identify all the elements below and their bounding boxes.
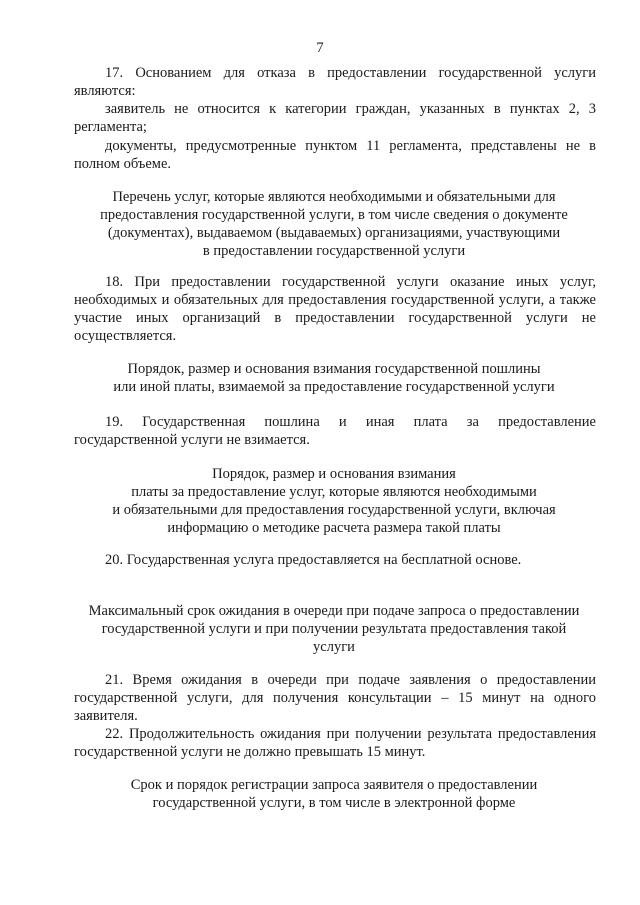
paragraph-22-line: 22. Продолжительность ожидания при получении результата предоставления xyxy=(105,726,596,742)
section-heading-line: информацию о методике расчета размера такой платы xyxy=(167,520,501,536)
paragraph-17-line: регламента; xyxy=(74,119,147,135)
paragraph-18-line: 18. При предоставлении государственной услуги оказание иных услуг, xyxy=(105,274,596,290)
section-heading-line: государственной услуги, в том числе в электронной форме xyxy=(152,795,516,811)
section-heading-line: Порядок, размер и основания взимания xyxy=(212,466,456,482)
paragraph-19-line: 19. Государственная пошлина и иная плата за предоставление xyxy=(105,414,596,430)
paragraph-22-line: государственной услуги не должно превышать 15 минут. xyxy=(74,744,426,760)
page-number: 7 xyxy=(316,40,324,56)
paragraph-21-line: заявителя. xyxy=(74,708,138,724)
paragraph-17-line: документы, предусмотренные пунктом 11 регламента, представлены не в xyxy=(105,138,596,154)
paragraph-18-line: необходимых и обязательных для предоставления государственной услуги, а также xyxy=(74,292,596,308)
paragraph-17-line: являются: xyxy=(74,83,136,99)
paragraph-19-line: государственной услуги не взимается. xyxy=(74,432,310,448)
paragraph-21-line: 21. Время ожидания в очереди при подаче заявления о предоставлении xyxy=(105,672,596,688)
paragraph-20-line: 20. Государственная услуга предоставляется на бесплатной основе. xyxy=(105,552,522,568)
paragraph-17-line: 17. Основанием для отказа в предоставлении государственной услуги xyxy=(105,65,596,81)
section-heading-line: предоставления государственной услуги, в том числе сведения о документе xyxy=(100,207,568,223)
paragraph-17-line: заявитель не относится к категории граждан, указанных в пунктах 2, 3 xyxy=(105,101,596,117)
paragraph-17-line: полном объеме. xyxy=(74,156,172,172)
section-heading-line: государственной услуги и при получении результата предоставления такой xyxy=(101,621,567,637)
page-top-scan-mark xyxy=(304,0,344,2)
section-heading-line: Порядок, размер и основания взимания государственной пошлины xyxy=(127,361,541,377)
section-heading-line: Перечень услуг, которые являются необходимыми и обязательными для xyxy=(112,189,556,205)
paragraph-21-line: государственной услуги, для получения консультации – 15 минут на одного xyxy=(74,690,596,706)
section-heading-line: услуги xyxy=(313,639,355,655)
section-heading-line: Максимальный срок ожидания в очереди при подаче запроса о предоставлении xyxy=(88,603,580,619)
section-heading-line: или иной платы, взимаемой за предоставление государственной услуги xyxy=(113,379,555,395)
section-heading-line: и обязательными для предоставления государственной услуги, включая xyxy=(112,502,556,518)
paragraph-18-line: участие иных организаций в предоставлении государственной услуги не xyxy=(74,310,596,326)
section-heading-line: Срок и порядок регистрации запроса заявителя о предоставлении xyxy=(130,777,538,793)
section-heading-line: платы за предоставление услуг, которые являются необходимыми xyxy=(131,484,537,500)
section-heading-line: в предоставлении государственной услуги xyxy=(202,243,466,259)
section-heading-line: (документах), выдаваемом (выдаваемых) организациями, участвующими xyxy=(107,225,561,241)
paragraph-18-line: осуществляется. xyxy=(74,328,177,344)
